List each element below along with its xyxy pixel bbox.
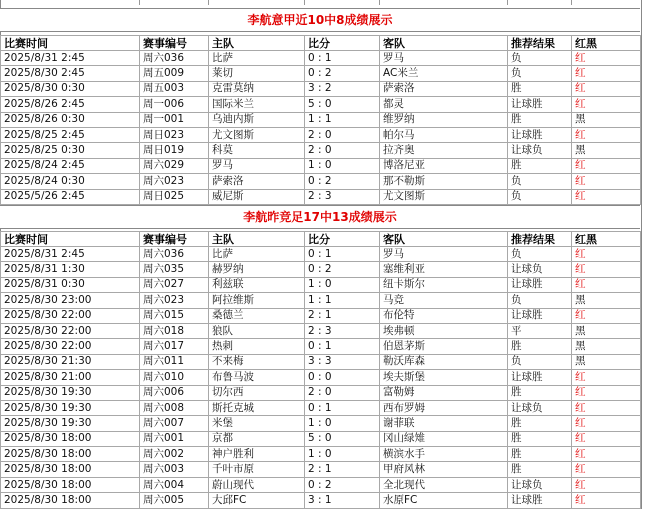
home-team: 乌迪内斯	[209, 112, 305, 127]
away-team: 尤文图斯	[380, 189, 508, 204]
table-row	[1, 431, 641, 446]
result-flag: 红	[572, 308, 641, 323]
recommendation: 胜	[508, 447, 572, 462]
home-team: 蔚山现代	[209, 477, 305, 492]
away-team: 谢菲联	[380, 416, 508, 431]
match-id: 周六005	[140, 493, 209, 508]
home-team: 斯托克城	[209, 400, 305, 415]
score: 2 : 1	[305, 308, 380, 323]
match-time: 2025/8/31 1:30	[1, 262, 140, 277]
match-time: 2025/8/30 18:00	[1, 493, 140, 508]
table-row	[1, 277, 641, 292]
section1-title: 李航意甲近10中8成绩展示	[0, 8, 640, 32]
home-team: 狼队	[209, 323, 305, 338]
recommendation: 平	[508, 323, 572, 338]
away-team: 埃夫斯堡	[380, 370, 508, 385]
match-time: 2025/8/31 2:45	[1, 51, 140, 66]
recommendation: 胜	[508, 112, 572, 127]
home-team: 不来梅	[209, 354, 305, 369]
score: 1 : 1	[305, 293, 380, 308]
match-time: 2025/8/30 0:30	[1, 81, 140, 96]
away-team: 罗马	[380, 247, 508, 262]
away-team: 横滨水手	[380, 447, 508, 462]
match-id: 周六006	[140, 385, 209, 400]
header-match-id: 赛事编号	[140, 36, 209, 51]
home-team: 利兹联	[209, 277, 305, 292]
result-flag: 红	[572, 189, 641, 204]
score: 0 : 2	[305, 174, 380, 189]
recommendation: 负	[508, 354, 572, 369]
score: 1 : 0	[305, 158, 380, 173]
table-header-row	[1, 36, 641, 51]
away-team: 拉齐奥	[380, 143, 508, 158]
score: 1 : 0	[305, 277, 380, 292]
match-time: 2025/8/30 2:45	[1, 66, 140, 81]
table-row	[1, 97, 641, 112]
match-id: 周六035	[140, 262, 209, 277]
match-time: 2025/8/24 0:30	[1, 174, 140, 189]
home-team: 切尔西	[209, 385, 305, 400]
result-flag: 红	[572, 370, 641, 385]
match-id: 周六018	[140, 323, 209, 338]
match-id: 周日019	[140, 143, 209, 158]
result-flag: 红	[572, 81, 641, 96]
home-team: 比萨	[209, 247, 305, 262]
away-team: 塞维利亚	[380, 262, 508, 277]
recommendation: 负	[508, 247, 572, 262]
home-team: 国际米兰	[209, 97, 305, 112]
away-team: 富勒姆	[380, 385, 508, 400]
recommendation: 让球负	[508, 262, 572, 277]
score: 2 : 0	[305, 127, 380, 142]
home-team: 米堡	[209, 416, 305, 431]
table-row	[1, 247, 641, 262]
score: 0 : 0	[305, 370, 380, 385]
recommendation: 负	[508, 51, 572, 66]
match-id: 周五009	[140, 66, 209, 81]
score: 0 : 1	[305, 400, 380, 415]
recommendation: 让球胜	[508, 493, 572, 508]
match-time: 2025/8/31 2:45	[1, 247, 140, 262]
results-table-2	[0, 231, 641, 509]
table-row	[1, 66, 641, 81]
match-time: 2025/8/30 21:00	[1, 370, 140, 385]
score: 2 : 0	[305, 385, 380, 400]
recommendation: 让球胜	[508, 370, 572, 385]
match-id: 周五003	[140, 81, 209, 96]
match-time: 2025/8/30 22:00	[1, 323, 140, 338]
header-red-black: 红黑	[572, 36, 641, 51]
score: 5 : 0	[305, 431, 380, 446]
home-team: 桑德兰	[209, 308, 305, 323]
match-time: 2025/8/30 18:00	[1, 431, 140, 446]
match-time: 2025/8/30 22:00	[1, 308, 140, 323]
match-time: 2025/8/26 0:30	[1, 112, 140, 127]
table-row	[1, 323, 641, 338]
match-id: 周六003	[140, 462, 209, 477]
match-id: 周六023	[140, 174, 209, 189]
match-id: 周六029	[140, 158, 209, 173]
recommendation: 让球负	[508, 477, 572, 492]
result-flag: 红	[572, 447, 641, 462]
table-row	[1, 416, 641, 431]
away-team: 冈山绿雉	[380, 431, 508, 446]
score: 3 : 1	[305, 493, 380, 508]
header-time: 比赛时间	[1, 36, 140, 51]
header-away: 客队	[380, 36, 508, 51]
table-row	[1, 400, 641, 415]
match-id: 周六010	[140, 370, 209, 385]
home-team: 千叶市原	[209, 462, 305, 477]
match-time: 2025/8/30 19:30	[1, 416, 140, 431]
away-team: 萨索洛	[380, 81, 508, 96]
home-team: 阿拉维斯	[209, 293, 305, 308]
table-row	[1, 493, 641, 508]
result-flag: 黑	[572, 143, 641, 158]
result-flag: 红	[572, 416, 641, 431]
score: 3 : 2	[305, 81, 380, 96]
table-row	[1, 293, 641, 308]
away-team: 博洛尼亚	[380, 158, 508, 173]
header-home: 主队	[209, 232, 305, 247]
recommendation: 让球胜	[508, 97, 572, 112]
home-team: 神户胜利	[209, 447, 305, 462]
header-time: 比赛时间	[1, 232, 140, 247]
away-team: 都灵	[380, 97, 508, 112]
home-team: 尤文图斯	[209, 127, 305, 142]
recommendation: 让球胜	[508, 308, 572, 323]
away-team: 纽卡斯尔	[380, 277, 508, 292]
header-score: 比分	[305, 232, 380, 247]
recommendation: 让球胜	[508, 277, 572, 292]
score: 0 : 1	[305, 339, 380, 354]
away-team: 马竞	[380, 293, 508, 308]
match-id: 周六017	[140, 339, 209, 354]
match-time: 2025/8/30 18:00	[1, 477, 140, 492]
result-flag: 红	[572, 158, 641, 173]
result-flag: 红	[572, 277, 641, 292]
away-team: 甲府风林	[380, 462, 508, 477]
header-recommend: 推荐结果	[508, 36, 572, 51]
result-flag: 红	[572, 493, 641, 508]
recommendation: 负	[508, 293, 572, 308]
away-team: 水原FC	[380, 493, 508, 508]
result-flag: 红	[572, 174, 641, 189]
table-row	[1, 174, 641, 189]
away-team: 勒沃库森	[380, 354, 508, 369]
recommendation: 胜	[508, 416, 572, 431]
home-team: 赫罗纳	[209, 262, 305, 277]
away-team: 罗马	[380, 51, 508, 66]
away-team: 维罗纳	[380, 112, 508, 127]
recommendation: 胜	[508, 385, 572, 400]
table-row	[1, 81, 641, 96]
home-team: 克雷莫纳	[209, 81, 305, 96]
match-id: 周六004	[140, 477, 209, 492]
home-team: 布鲁马波	[209, 370, 305, 385]
table-row	[1, 262, 641, 277]
match-time: 2025/8/25 2:45	[1, 127, 140, 142]
result-flag: 红	[572, 247, 641, 262]
match-time: 2025/8/24 2:45	[1, 158, 140, 173]
table-row	[1, 143, 641, 158]
result-flag: 红	[572, 400, 641, 415]
recommendation: 胜	[508, 431, 572, 446]
away-team: 西布罗姆	[380, 400, 508, 415]
away-team: 帕尔马	[380, 127, 508, 142]
table-row	[1, 385, 641, 400]
recommendation: 让球负	[508, 400, 572, 415]
match-time: 2025/8/26 2:45	[1, 97, 140, 112]
table-row	[1, 477, 641, 492]
match-id: 周六027	[140, 277, 209, 292]
table-row	[1, 462, 641, 477]
result-flag: 红	[572, 97, 641, 112]
home-team: 科莫	[209, 143, 305, 158]
result-flag: 黑	[572, 323, 641, 338]
score: 0 : 2	[305, 477, 380, 492]
table-row	[1, 447, 641, 462]
recommendation: 胜	[508, 339, 572, 354]
score: 2 : 3	[305, 189, 380, 204]
match-id: 周六036	[140, 247, 209, 262]
away-team: 全北现代	[380, 477, 508, 492]
recommendation: 负	[508, 66, 572, 81]
results-table-1	[0, 35, 641, 205]
table-row	[1, 51, 641, 66]
match-id: 周日025	[140, 189, 209, 204]
score: 0 : 2	[305, 262, 380, 277]
result-flag: 黑	[572, 354, 641, 369]
table-row	[1, 370, 641, 385]
table-row	[1, 158, 641, 173]
away-team: 布伦特	[380, 308, 508, 323]
score: 0 : 2	[305, 66, 380, 81]
match-id: 周六015	[140, 308, 209, 323]
result-flag: 红	[572, 51, 641, 66]
table-row	[1, 339, 641, 354]
result-flag: 红	[572, 462, 641, 477]
table-row	[1, 112, 641, 127]
header-match-id: 赛事编号	[140, 232, 209, 247]
result-flag: 红	[572, 477, 641, 492]
match-time: 2025/8/30 19:30	[1, 400, 140, 415]
score: 2 : 1	[305, 462, 380, 477]
match-time: 2025/8/30 18:00	[1, 462, 140, 477]
table-row	[1, 127, 641, 142]
away-team: 那不勒斯	[380, 174, 508, 189]
result-flag: 红	[572, 385, 641, 400]
score: 1 : 0	[305, 447, 380, 462]
match-id: 周六008	[140, 400, 209, 415]
header-home: 主队	[209, 36, 305, 51]
match-id: 周一006	[140, 97, 209, 112]
home-team: 威尼斯	[209, 189, 305, 204]
match-time: 2025/8/30 19:30	[1, 385, 140, 400]
header-score: 比分	[305, 36, 380, 51]
home-team: 热刺	[209, 339, 305, 354]
match-id: 周六007	[140, 416, 209, 431]
result-flag: 红	[572, 262, 641, 277]
away-team: AC米兰	[380, 66, 508, 81]
home-team: 莱切	[209, 66, 305, 81]
result-flag: 红	[572, 127, 641, 142]
away-team: 伯恩茅斯	[380, 339, 508, 354]
result-flag: 红	[572, 66, 641, 81]
match-time: 2025/8/30 21:30	[1, 354, 140, 369]
recommendation: 让球胜	[508, 127, 572, 142]
match-time: 2025/8/25 0:30	[1, 143, 140, 158]
match-id: 周六036	[140, 51, 209, 66]
match-time: 2025/8/30 18:00	[1, 447, 140, 462]
recommendation: 负	[508, 174, 572, 189]
result-flag: 黑	[572, 112, 641, 127]
match-id: 周一001	[140, 112, 209, 127]
section2-title: 李航昨竞足17中13成绩展示	[0, 205, 640, 229]
header-red-black: 红黑	[572, 232, 641, 247]
recommendation: 胜	[508, 81, 572, 96]
home-team: 大邱FC	[209, 493, 305, 508]
score: 0 : 1	[305, 247, 380, 262]
match-id: 周六023	[140, 293, 209, 308]
table-row	[1, 189, 641, 204]
recommendation: 负	[508, 189, 572, 204]
score: 3 : 3	[305, 354, 380, 369]
home-team: 京都	[209, 431, 305, 446]
result-flag: 黑	[572, 339, 641, 354]
match-id: 周六002	[140, 447, 209, 462]
header-recommend: 推荐结果	[508, 232, 572, 247]
home-team: 萨索洛	[209, 174, 305, 189]
score: 5 : 0	[305, 97, 380, 112]
score: 1 : 0	[305, 416, 380, 431]
table-header-row	[1, 232, 641, 247]
home-team: 比萨	[209, 51, 305, 66]
header-away: 客队	[380, 232, 508, 247]
result-flag: 黑	[572, 293, 641, 308]
score: 1 : 1	[305, 112, 380, 127]
table-row	[1, 354, 641, 369]
match-time: 2025/8/30 22:00	[1, 339, 140, 354]
result-flag: 红	[572, 431, 641, 446]
match-time: 2025/5/26 2:45	[1, 189, 140, 204]
match-time: 2025/8/31 0:30	[1, 277, 140, 292]
match-id: 周六011	[140, 354, 209, 369]
score: 0 : 1	[305, 51, 380, 66]
table-row	[1, 308, 641, 323]
recommendation: 胜	[508, 462, 572, 477]
score: 2 : 0	[305, 143, 380, 158]
match-id: 周六001	[140, 431, 209, 446]
recommendation: 让球负	[508, 143, 572, 158]
match-id: 周日023	[140, 127, 209, 142]
home-team: 罗马	[209, 158, 305, 173]
away-team: 埃弗顿	[380, 323, 508, 338]
match-time: 2025/8/30 23:00	[1, 293, 140, 308]
recommendation: 胜	[508, 158, 572, 173]
clipped-previous-row	[0, 0, 640, 5]
score: 2 : 3	[305, 323, 380, 338]
